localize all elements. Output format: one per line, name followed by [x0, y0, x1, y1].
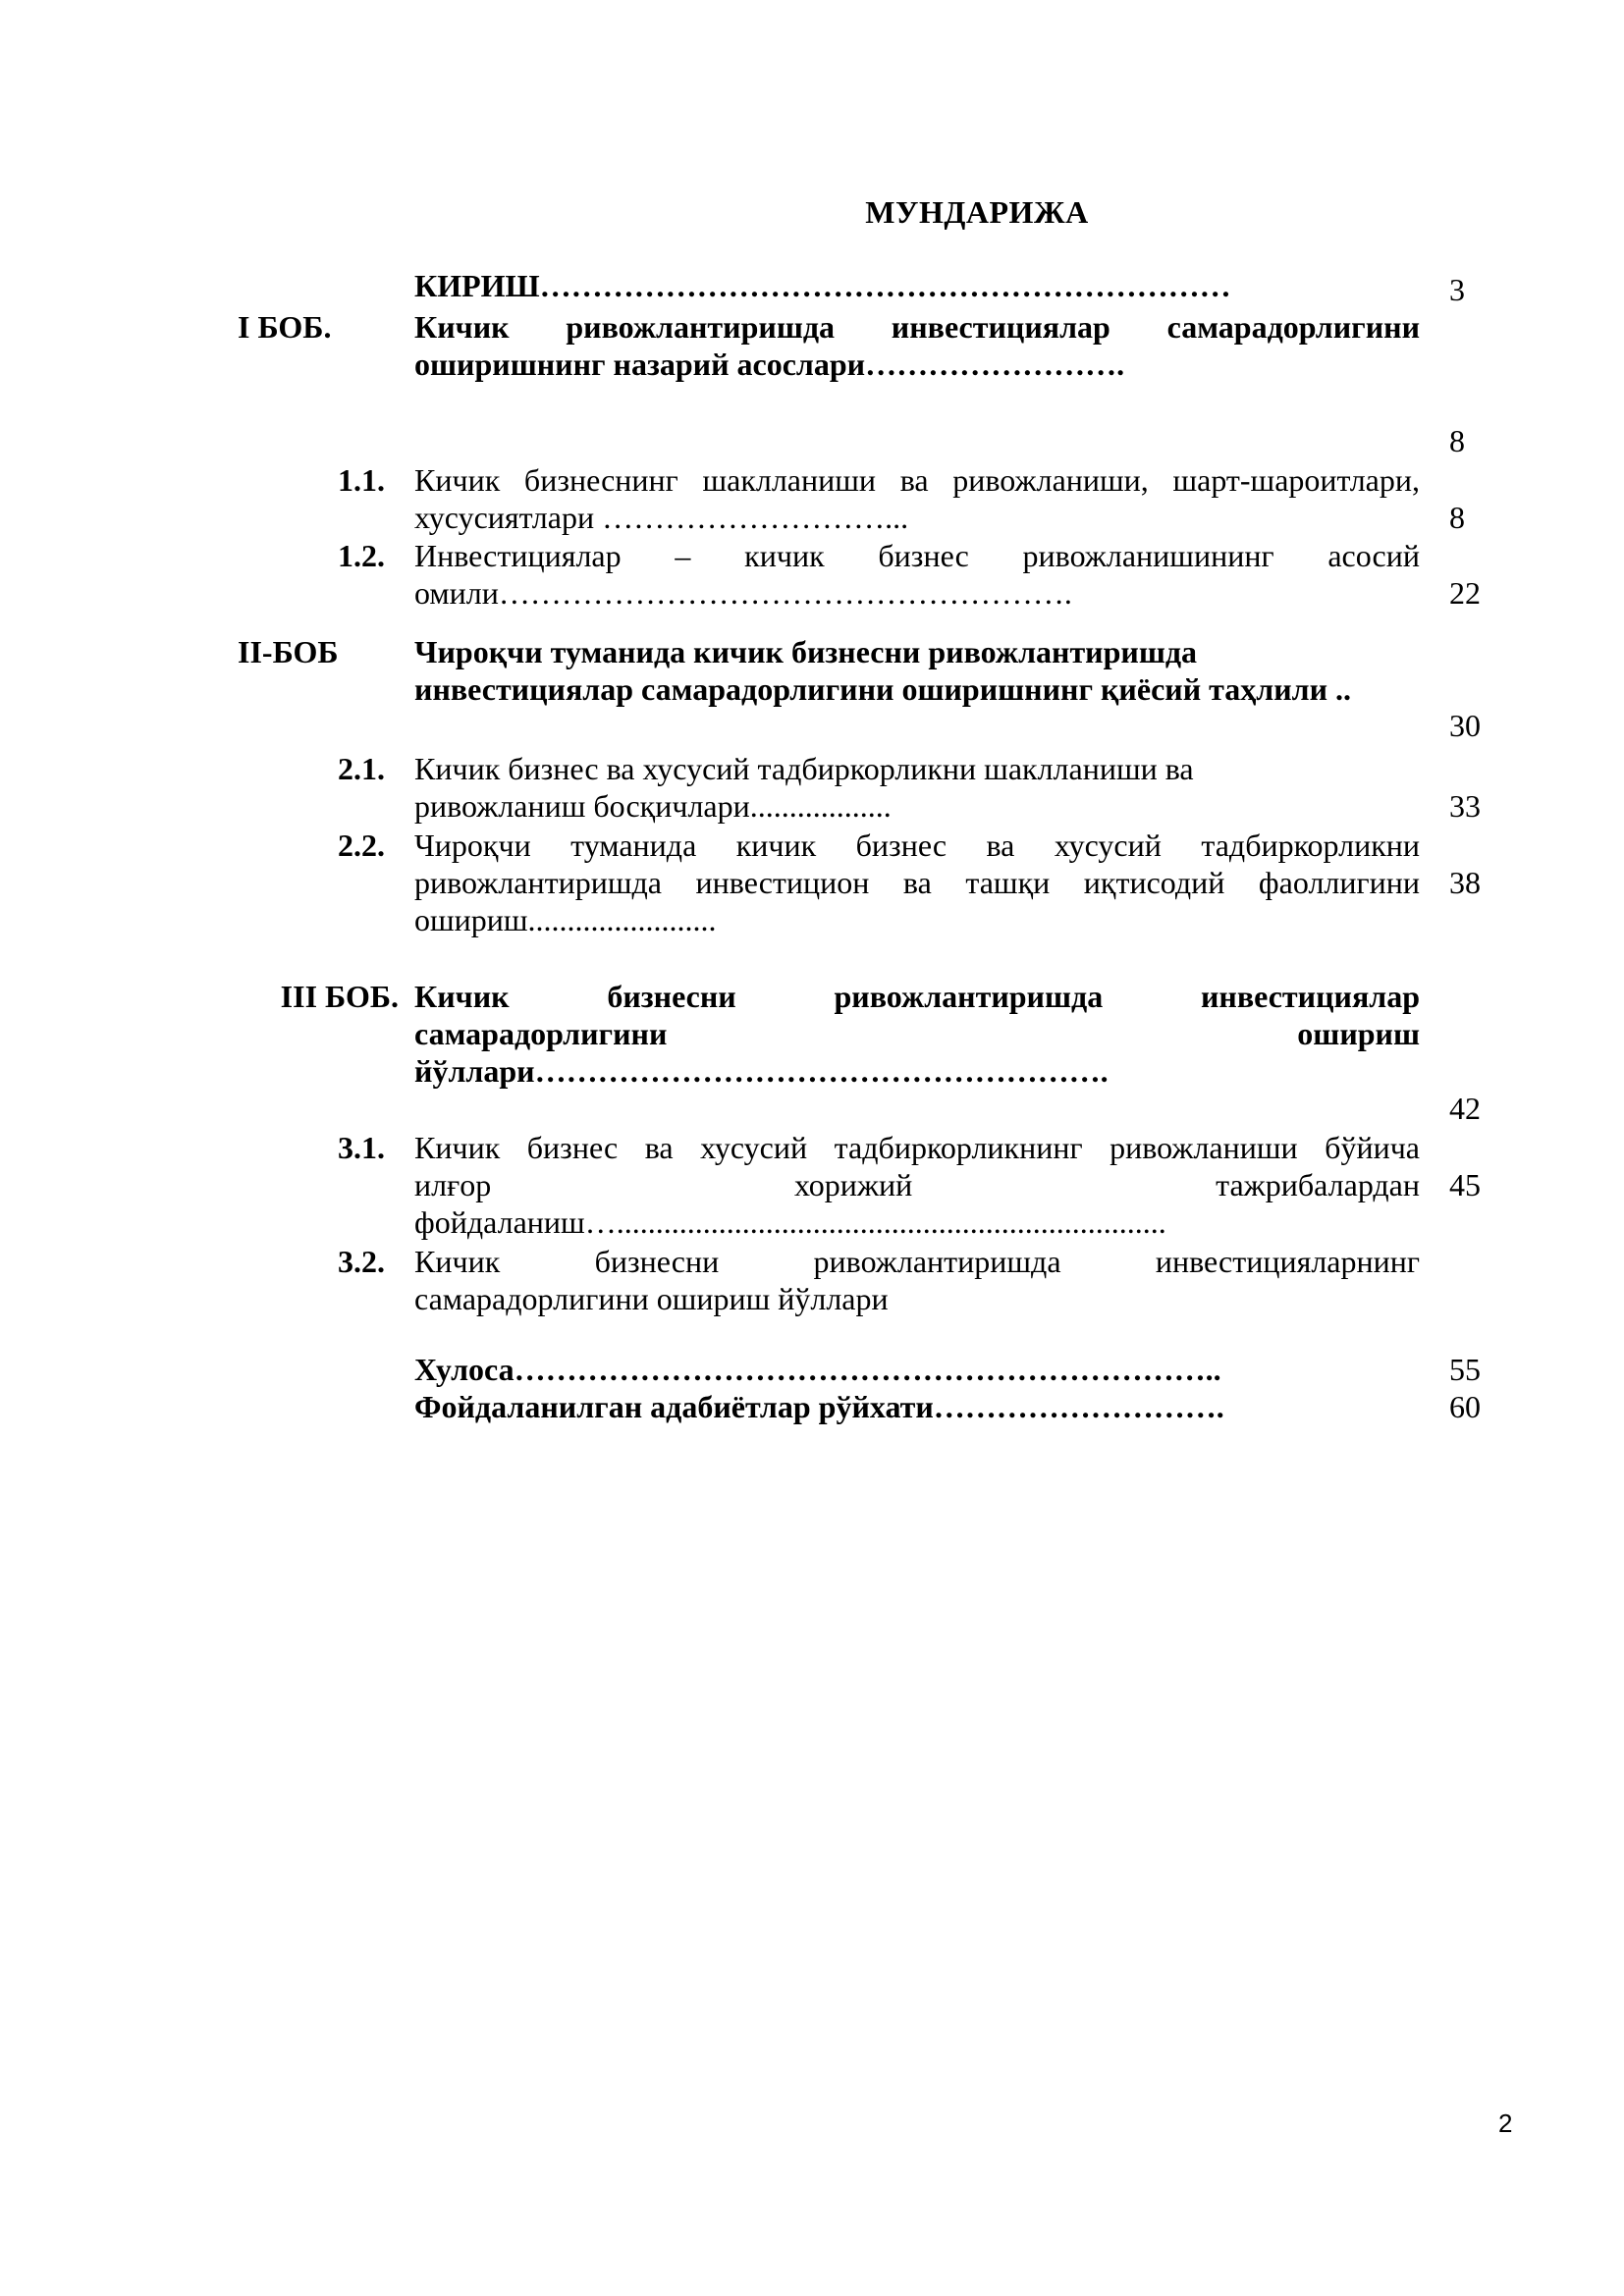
toc-ch1-line2: оширишнинг назарий асослари……………………. [414, 347, 1125, 382]
toc-s12-title[interactable] [414, 537, 1420, 612]
page-title: МУНДАРИЖА [865, 194, 1089, 230]
toc-s21-line2: ривожланиш босқичлари.................. [414, 788, 892, 824]
page-number: 2 [1498, 2109, 1513, 2138]
toc-s12-line2: омили………………………………………………. [414, 575, 1072, 611]
toc-s21-page: 33 [1449, 788, 1481, 824]
toc-s11-line2: хусусиятлари ………………………... [414, 500, 909, 535]
toc-ch3-title[interactable] [414, 978, 1420, 1090]
toc-s22-title[interactable] [414, 827, 1420, 938]
toc-ch1-line1: Кичик ривожлантиришда инвестициялар самарадорлигини [414, 309, 1420, 345]
toc-ch2-line2: инвестициялар самарадорлигини оширишнинг қиёсий таҳлили .. [414, 671, 1352, 707]
toc-ch3-label: III БОБ. [280, 979, 399, 1014]
toc-s32-line1: Кичик бизнесни ривожлантиришда инвестицияларнинг [414, 1244, 1420, 1279]
toc-s21-line1: Кичик бизнес ва хусусий тадбиркорликни шаклланиши ва [414, 751, 1194, 786]
toc-s11-line1: Кичик бизнеснинг шаклланиши ва ривожланиши, шарт-шароитлари, [414, 462, 1420, 498]
toc-ch2-line1: Чироқчи туманида кичик бизнесни ривожлантиришда [414, 634, 1198, 669]
toc-s21-label: 2.1. [338, 751, 385, 786]
toc-conclusion-page: 55 [1449, 1352, 1481, 1387]
toc-s22-line3: ошириш........................ [414, 902, 717, 937]
toc-s31-line2: илғор хорижий тажрибалардан [414, 1167, 1420, 1202]
toc-ch2-page: 30 [1449, 708, 1481, 743]
toc-s31-title[interactable] [414, 1129, 1420, 1241]
toc-ch1-title[interactable] [414, 308, 1420, 383]
toc-s11-page: 8 [1449, 500, 1465, 535]
toc-conclusion-text[interactable]: Хулоса………………………………………………………….. [414, 1352, 1221, 1387]
toc-ch1-label: I БОБ. [238, 309, 332, 345]
toc-ch2-title[interactable] [414, 633, 1420, 708]
toc-s22-line1: Чироқчи туманида кичик бизнес ва хусусий тадбиркорликни [414, 828, 1420, 863]
toc-s11-title[interactable] [414, 461, 1420, 536]
toc-s32-label: 3.2. [338, 1244, 385, 1279]
toc-s31-page: 45 [1449, 1167, 1481, 1202]
toc-references-text[interactable]: Фойдаланилган адабиётлар рўйхати………………………. [414, 1389, 1224, 1424]
toc-s11-label: 1.1. [338, 462, 385, 498]
toc-s12-page: 22 [1449, 575, 1481, 611]
toc-s31-label: 3.1. [338, 1130, 385, 1165]
toc-s22-page: 38 [1449, 865, 1481, 900]
toc-intro-page: 3 [1449, 272, 1465, 307]
toc-s31-line3: фойдаланиш…...................................................................... [414, 1204, 1166, 1240]
toc-s12-label: 1.2. [338, 538, 385, 573]
toc-ch3-line1: Кичик бизнесни ривожлантиришда инвестициялар [414, 979, 1420, 1014]
toc-s21-title[interactable] [414, 750, 1420, 825]
toc-references-page: 60 [1449, 1389, 1481, 1424]
toc-s22-label: 2.2. [338, 828, 385, 863]
toc-s31-line1: Кичик бизнес ва хусусий тадбиркорликнинг ривожланиши бўйича [414, 1130, 1420, 1165]
toc-s12-line1: Инвестициялар – кичик бизнес ривожланишининг асосий [414, 538, 1420, 573]
toc-ch3-line3: йўллари………………………………………………. [414, 1053, 1109, 1089]
toc-ch3-line2: самарадорлигини ошириш [414, 1016, 1420, 1051]
toc-s32-line2: самарадорлигини ошириш йўллари [414, 1281, 889, 1316]
toc-ch1-page: 8 [1449, 423, 1465, 458]
toc-s32-title[interactable] [414, 1243, 1420, 1317]
toc-s22-line2: ривожлантиришда инвестицион ва ташқи иқтисодий фаоллигини [414, 865, 1420, 900]
toc-ch3-page: 42 [1449, 1091, 1481, 1126]
toc-ch2-label: II-БОБ [238, 634, 339, 669]
toc-intro-text[interactable]: КИРИШ………………………………………………………… [414, 268, 1231, 303]
